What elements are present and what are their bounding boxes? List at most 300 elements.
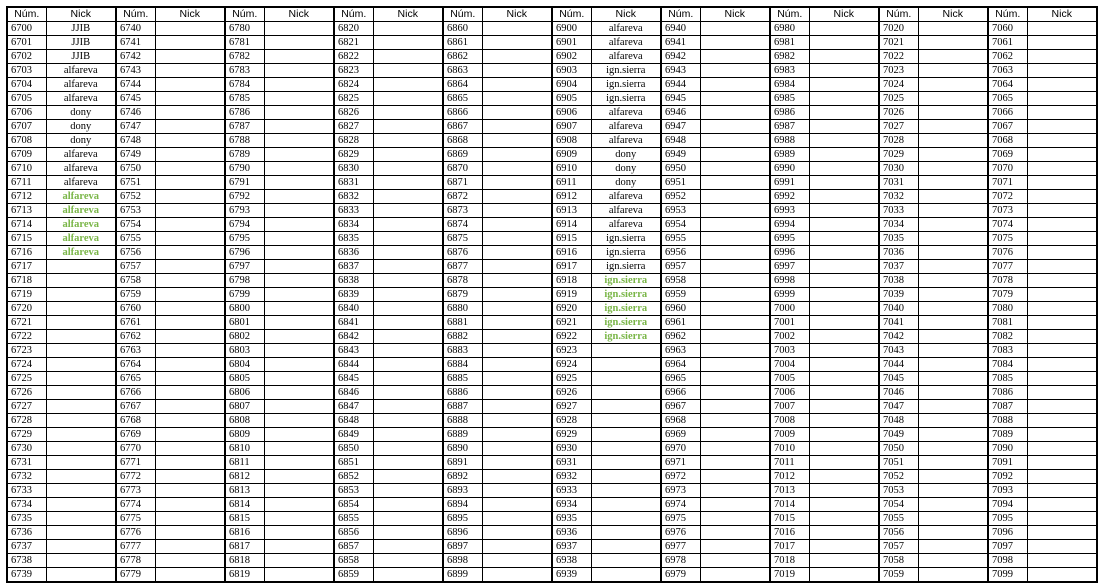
nick-cell	[46, 344, 116, 358]
nick-cell	[482, 78, 552, 92]
number-cell: 7031	[879, 176, 918, 190]
number-cell: 6722	[7, 330, 46, 344]
nick-cell	[373, 512, 443, 526]
number-cell: 6762	[116, 330, 155, 344]
number-cell: 6910	[552, 162, 591, 176]
number-cell: 6859	[334, 568, 373, 583]
number-cell: 6793	[225, 204, 264, 218]
number-cell: 7028	[879, 134, 918, 148]
nick-cell	[155, 470, 225, 484]
nick-cell	[155, 260, 225, 274]
number-cell: 6949	[661, 148, 700, 162]
nick-cell	[373, 120, 443, 134]
nick-cell	[809, 232, 879, 246]
number-cell: 7070	[988, 162, 1027, 176]
nick-cell	[46, 554, 116, 568]
nick-cell	[264, 120, 334, 134]
number-cell: 6895	[443, 512, 482, 526]
number-cell: 6944	[661, 78, 700, 92]
nick-cell	[700, 176, 770, 190]
number-cell: 6954	[661, 218, 700, 232]
number-cell: 7068	[988, 134, 1027, 148]
nick-cell	[918, 120, 988, 134]
nick-cell	[700, 316, 770, 330]
number-cell: 6745	[116, 92, 155, 106]
table-row	[7, 190, 1097, 204]
number-cell: 6819	[225, 568, 264, 583]
number-cell: 7063	[988, 64, 1027, 78]
number-cell: 6892	[443, 470, 482, 484]
nick-cell	[482, 148, 552, 162]
nick-cell	[155, 316, 225, 330]
number-cell: 6813	[225, 484, 264, 498]
nick-cell	[46, 274, 116, 288]
nick-cell	[700, 540, 770, 554]
number-cell: 6914	[552, 218, 591, 232]
number-cell: 6913	[552, 204, 591, 218]
number-cell: 6770	[116, 442, 155, 456]
number-cell: 6746	[116, 106, 155, 120]
number-cell: 6925	[552, 372, 591, 386]
number-cell: 6714	[7, 218, 46, 232]
number-cell: 7091	[988, 456, 1027, 470]
nick-cell	[373, 246, 443, 260]
number-cell: 6941	[661, 36, 700, 50]
number-cell: 6885	[443, 372, 482, 386]
number-cell: 6755	[116, 232, 155, 246]
nick-cell	[700, 484, 770, 498]
number-cell: 6971	[661, 456, 700, 470]
nick-cell	[918, 288, 988, 302]
nick-cell	[155, 358, 225, 372]
number-cell: 7097	[988, 540, 1027, 554]
number-cell: 6799	[225, 288, 264, 302]
nick-cell	[46, 540, 116, 554]
nick-cell	[264, 372, 334, 386]
nick-cell: dony	[46, 134, 116, 148]
nick-cell	[264, 568, 334, 583]
nick-cell	[809, 330, 879, 344]
nick-cell	[46, 288, 116, 302]
nick-cell	[155, 204, 225, 218]
nick-cell	[591, 428, 661, 442]
nick-cell	[700, 358, 770, 372]
number-cell: 7023	[879, 64, 918, 78]
number-cell: 6980	[770, 22, 809, 36]
nick-cell	[918, 568, 988, 583]
number-cell: 7044	[879, 358, 918, 372]
table-row	[7, 50, 1097, 64]
table-row	[7, 260, 1097, 274]
nick-cell	[373, 302, 443, 316]
nick-registry-table	[6, 6, 1098, 583]
nick-cell	[373, 274, 443, 288]
nick-cell	[809, 526, 879, 540]
nick-cell	[809, 162, 879, 176]
nick-cell	[264, 288, 334, 302]
nick-cell	[373, 540, 443, 554]
nick-cell	[918, 92, 988, 106]
number-cell: 6846	[334, 386, 373, 400]
number-cell: 6903	[552, 64, 591, 78]
number-cell: 6768	[116, 414, 155, 428]
number-cell: 6907	[552, 120, 591, 134]
nick-cell	[46, 358, 116, 372]
table-row	[7, 218, 1097, 232]
number-cell: 6844	[334, 358, 373, 372]
number-cell: 7045	[879, 372, 918, 386]
number-cell: 6995	[770, 232, 809, 246]
number-cell: 6871	[443, 176, 482, 190]
number-cell: 6790	[225, 162, 264, 176]
number-cell: 6841	[334, 316, 373, 330]
nick-cell	[918, 330, 988, 344]
number-cell: 6843	[334, 344, 373, 358]
number-cell: 6709	[7, 148, 46, 162]
number-cell: 6747	[116, 120, 155, 134]
table-row	[7, 232, 1097, 246]
number-cell: 6769	[116, 428, 155, 442]
nick-cell	[155, 540, 225, 554]
nick-cell	[264, 36, 334, 50]
number-cell: 6797	[225, 260, 264, 274]
number-cell: 6882	[443, 330, 482, 344]
nick-cell	[918, 260, 988, 274]
nick-cell	[155, 498, 225, 512]
nick-cell	[809, 106, 879, 120]
number-cell: 7058	[879, 554, 918, 568]
nick-cell	[46, 512, 116, 526]
number-cell: 6726	[7, 386, 46, 400]
nick-cell	[918, 386, 988, 400]
number-cell: 6857	[334, 540, 373, 554]
nick-cell	[1027, 36, 1097, 50]
table-row	[7, 498, 1097, 512]
nick-cell	[918, 106, 988, 120]
number-cell: 6777	[116, 540, 155, 554]
number-cell: 6814	[225, 498, 264, 512]
number-cell: 6979	[661, 568, 700, 583]
nick-cell	[1027, 92, 1097, 106]
nick-cell: ign.sierra	[591, 274, 661, 288]
number-cell: 6705	[7, 92, 46, 106]
nick-cell	[264, 442, 334, 456]
table-row	[7, 372, 1097, 386]
nick-cell	[264, 218, 334, 232]
number-cell: 7096	[988, 526, 1027, 540]
number-cell: 7081	[988, 316, 1027, 330]
number-cell: 6975	[661, 512, 700, 526]
number-cell: 6955	[661, 232, 700, 246]
nick-cell: ign.sierra	[591, 64, 661, 78]
nick-cell	[373, 176, 443, 190]
number-cell: 7055	[879, 512, 918, 526]
nick-cell	[46, 526, 116, 540]
nick-cell	[1027, 176, 1097, 190]
number-cell: 6858	[334, 554, 373, 568]
nick-cell	[264, 246, 334, 260]
nick-cell	[46, 568, 116, 583]
nick-cell	[264, 470, 334, 484]
number-cell: 6972	[661, 470, 700, 484]
nick-cell	[264, 50, 334, 64]
number-cell: 6926	[552, 386, 591, 400]
nick-cell	[700, 526, 770, 540]
nick-cell	[700, 372, 770, 386]
nick-cell	[700, 456, 770, 470]
nick-cell: alfareva	[591, 22, 661, 36]
nick-cell	[918, 372, 988, 386]
nick-cell: alfareva	[46, 246, 116, 260]
column-header-num: Núm.	[334, 7, 373, 22]
number-cell: 6784	[225, 78, 264, 92]
nick-cell	[482, 512, 552, 526]
number-cell: 7011	[770, 456, 809, 470]
nick-cell	[1027, 218, 1097, 232]
table-row	[7, 526, 1097, 540]
number-cell: 6825	[334, 92, 373, 106]
number-cell: 7067	[988, 120, 1027, 134]
number-cell: 6789	[225, 148, 264, 162]
nick-cell	[591, 526, 661, 540]
number-cell: 6854	[334, 498, 373, 512]
number-cell: 6835	[334, 232, 373, 246]
nick-cell	[155, 274, 225, 288]
number-cell: 7004	[770, 358, 809, 372]
number-cell: 6740	[116, 22, 155, 36]
nick-cell	[809, 428, 879, 442]
nick-cell	[1027, 386, 1097, 400]
nick-cell	[1027, 344, 1097, 358]
number-cell: 6730	[7, 442, 46, 456]
table-row	[7, 554, 1097, 568]
number-cell: 6824	[334, 78, 373, 92]
table-row	[7, 64, 1097, 78]
nick-cell	[700, 260, 770, 274]
nick-cell	[155, 442, 225, 456]
nick-cell	[373, 288, 443, 302]
nick-cell: JJIB	[46, 36, 116, 50]
column-header-nick: Nick	[591, 7, 661, 22]
nick-cell	[1027, 190, 1097, 204]
number-cell: 6957	[661, 260, 700, 274]
number-cell: 6800	[225, 302, 264, 316]
number-cell: 6761	[116, 316, 155, 330]
nick-cell	[1027, 330, 1097, 344]
number-cell: 6723	[7, 344, 46, 358]
nick-cell: dony	[591, 176, 661, 190]
number-cell: 6839	[334, 288, 373, 302]
number-cell: 6832	[334, 190, 373, 204]
nick-cell	[1027, 512, 1097, 526]
number-cell: 6963	[661, 344, 700, 358]
number-cell: 6984	[770, 78, 809, 92]
number-cell: 7010	[770, 442, 809, 456]
nick-cell	[373, 232, 443, 246]
number-cell: 6739	[7, 568, 46, 583]
number-cell: 6751	[116, 176, 155, 190]
nick-cell	[264, 176, 334, 190]
nick-cell	[264, 92, 334, 106]
nick-cell	[482, 554, 552, 568]
number-cell: 6932	[552, 470, 591, 484]
nick-cell	[591, 484, 661, 498]
nick-cell: alfareva	[46, 162, 116, 176]
column-header-num: Núm.	[661, 7, 700, 22]
table-row	[7, 162, 1097, 176]
table-row	[7, 344, 1097, 358]
number-cell: 6775	[116, 512, 155, 526]
nick-cell	[482, 470, 552, 484]
column-header-num: Núm.	[7, 7, 46, 22]
nick-cell	[155, 92, 225, 106]
number-cell: 6935	[552, 512, 591, 526]
number-cell: 6860	[443, 22, 482, 36]
number-cell: 6931	[552, 456, 591, 470]
number-cell: 6767	[116, 400, 155, 414]
number-cell: 6810	[225, 442, 264, 456]
nick-cell	[918, 540, 988, 554]
number-cell: 6765	[116, 372, 155, 386]
table-row	[7, 176, 1097, 190]
nick-cell	[1027, 134, 1097, 148]
nick-cell	[1027, 470, 1097, 484]
number-cell: 6748	[116, 134, 155, 148]
number-cell: 6804	[225, 358, 264, 372]
nick-cell	[155, 190, 225, 204]
nick-cell	[809, 498, 879, 512]
nick-cell	[46, 428, 116, 442]
nick-cell	[700, 344, 770, 358]
number-cell: 6817	[225, 540, 264, 554]
nick-cell	[482, 386, 552, 400]
number-cell: 6704	[7, 78, 46, 92]
nick-cell	[155, 106, 225, 120]
number-cell: 6924	[552, 358, 591, 372]
number-cell: 7069	[988, 148, 1027, 162]
nick-cell	[373, 330, 443, 344]
table-row	[7, 246, 1097, 260]
number-cell: 6936	[552, 526, 591, 540]
nick-cell	[809, 36, 879, 50]
nick-cell	[155, 134, 225, 148]
nick-cell	[1027, 302, 1097, 316]
nick-cell	[155, 302, 225, 316]
number-cell: 7086	[988, 386, 1027, 400]
nick-cell	[482, 568, 552, 583]
number-cell: 6920	[552, 302, 591, 316]
nick-cell	[700, 218, 770, 232]
nick-cell	[155, 232, 225, 246]
nick-cell: alfareva	[591, 50, 661, 64]
column-header-nick: Nick	[809, 7, 879, 22]
nick-cell	[700, 274, 770, 288]
nick-cell	[264, 316, 334, 330]
nick-cell	[373, 134, 443, 148]
number-cell: 6833	[334, 204, 373, 218]
number-cell: 6795	[225, 232, 264, 246]
number-cell: 7057	[879, 540, 918, 554]
nick-cell	[918, 470, 988, 484]
nick-cell	[591, 554, 661, 568]
nick-cell	[482, 288, 552, 302]
number-cell: 6788	[225, 134, 264, 148]
nick-cell	[46, 330, 116, 344]
nick-cell	[1027, 274, 1097, 288]
nick-cell	[918, 232, 988, 246]
number-cell: 7036	[879, 246, 918, 260]
column-header-num: Núm.	[116, 7, 155, 22]
nick-cell	[1027, 526, 1097, 540]
column-header-nick: Nick	[1027, 7, 1097, 22]
nick-cell	[482, 204, 552, 218]
nick-cell	[1027, 372, 1097, 386]
nick-cell	[591, 344, 661, 358]
nick-cell	[155, 554, 225, 568]
number-cell: 6811	[225, 456, 264, 470]
nick-cell	[155, 386, 225, 400]
nick-cell	[918, 400, 988, 414]
number-cell: 6899	[443, 568, 482, 583]
number-cell: 6823	[334, 64, 373, 78]
number-cell: 6977	[661, 540, 700, 554]
nick-cell	[700, 134, 770, 148]
nick-cell	[918, 162, 988, 176]
number-cell: 7062	[988, 50, 1027, 64]
nick-cell	[809, 540, 879, 554]
nick-cell	[373, 260, 443, 274]
nick-cell	[1027, 64, 1097, 78]
nick-cell: dony	[591, 148, 661, 162]
nick-cell	[264, 540, 334, 554]
nick-cell	[482, 302, 552, 316]
number-cell: 6946	[661, 106, 700, 120]
nick-cell: alfareva	[591, 204, 661, 218]
nick-cell	[264, 498, 334, 512]
nick-cell	[809, 274, 879, 288]
nick-cell	[482, 484, 552, 498]
table-row	[7, 36, 1097, 50]
nick-cell	[373, 148, 443, 162]
nick-cell	[155, 246, 225, 260]
nick-cell	[700, 414, 770, 428]
number-cell: 7079	[988, 288, 1027, 302]
nick-cell	[700, 190, 770, 204]
number-cell: 6744	[116, 78, 155, 92]
number-cell: 6781	[225, 36, 264, 50]
nick-cell	[373, 92, 443, 106]
number-cell: 6962	[661, 330, 700, 344]
nick-cell	[155, 484, 225, 498]
number-cell: 6778	[116, 554, 155, 568]
nick-cell	[700, 204, 770, 218]
nick-cell	[1027, 414, 1097, 428]
nick-cell	[482, 428, 552, 442]
nick-cell	[264, 204, 334, 218]
nick-cell	[373, 428, 443, 442]
number-cell: 7018	[770, 554, 809, 568]
nick-cell	[918, 316, 988, 330]
number-cell: 6978	[661, 554, 700, 568]
nick-cell	[482, 176, 552, 190]
nick-cell	[482, 134, 552, 148]
nick-cell	[918, 358, 988, 372]
number-cell: 6735	[7, 512, 46, 526]
column-header-nick: Nick	[373, 7, 443, 22]
number-cell: 6774	[116, 498, 155, 512]
number-cell: 6720	[7, 302, 46, 316]
nick-cell	[482, 372, 552, 386]
